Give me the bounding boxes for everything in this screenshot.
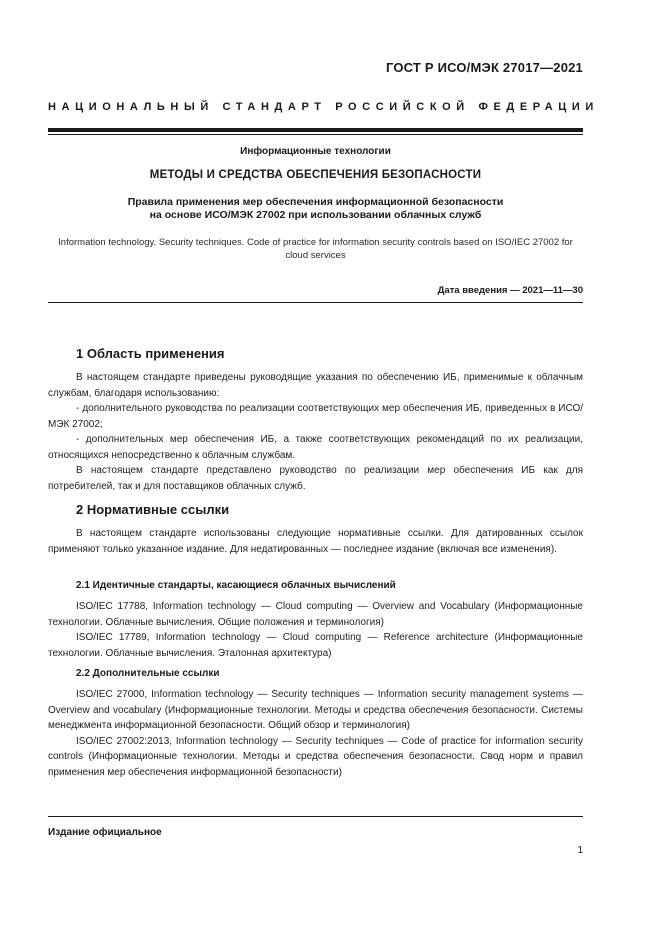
section-2-2-heading: 2.2 Дополнительные ссылки [76, 668, 220, 679]
subtitle-line-2: на основе ИСО/МЭК 27002 при использовании облачных служб [149, 209, 482, 221]
date-rule [48, 302, 583, 303]
paragraph: В настоящем стандарте представлено руководство по реализации мер обеспечения ИБ как для потребителей, так и для поставщиков облачных служб. [48, 465, 583, 492]
section-2-intro [48, 526, 583, 557]
introduction-date: Дата введения — 2021—11—30 [437, 285, 583, 296]
document-subject: Информационные технологии [240, 146, 391, 157]
section-2-2-body [48, 687, 583, 780]
section-2-1-heading: 2.1 Идентичные стандарты, касающиеся облачных вычислений [76, 580, 396, 591]
document-title: МЕТОДЫ И СРЕДСТВА ОБЕСПЕЧЕНИЯ БЕЗОПАСНОСТИ [149, 169, 482, 181]
official-edition-label: Издание официальное [48, 827, 162, 838]
paragraph: В настоящем стандарте приведены руководящие указания по обеспечению ИБ, применимые к облачным службам, благодаря использованию: [48, 372, 583, 399]
header-rule-thick [48, 128, 583, 132]
reference-item: ISO/IEC 17789, Information technology — Cloud computing — Reference architecture (Информационные технологии. Облачные вычисления. Эталонная архитектура) [48, 632, 583, 659]
page-number: 1 [577, 845, 583, 856]
reference-item: ISO/IEC 17788, Information technology — Cloud computing — Overview and Vocabulary (Информационные технологии. Облачные вычисления. Общие положения и терминология) [48, 601, 583, 628]
reference-item: ISO/IEC 27000, Information technology — Security techniques — Information security management systems — Overview and vocabulary (Информационные технологии. Методы и средства обеспечения безопасности. Системы менеджмента информационной безопасности. Общий обзор и терминология) [48, 689, 583, 731]
standard-code: ГОСТ Р ИСО/МЭК 27017—2021 [385, 60, 583, 75]
footer-rule [48, 816, 583, 817]
paragraph: В настоящем стандарте использованы следующие нормативные ссылки. Для датированных ссылок применяют только указанное издание. Для недатированных — последнее издание (включая все изменения). [48, 528, 583, 555]
paragraph: - дополнительных мер обеспечения ИБ, а также соответствующих рекомендаций по их реализации, относящихся непосредственно к облачным службам. [48, 434, 583, 461]
national-standard-title: НАЦИОНАЛЬНЫЙ СТАНДАРТ РОССИЙСКОЙ ФЕДЕРАЦИИ [48, 101, 599, 113]
header-rule-thin [48, 134, 583, 135]
english-title: Information technology. Security techniques. Code of practice for information security controls based on ISO/IEC 27002 for cloud services [58, 237, 573, 261]
section-2-1-body [48, 599, 583, 661]
section-2-heading: 2 Нормативные ссылки [76, 502, 230, 517]
document-subtitle [48, 196, 583, 222]
paragraph: - дополнительного руководства по реализации соответствующих мер обеспечения ИБ, приведенных в ИСО/МЭК 27002; [48, 403, 583, 430]
reference-item: ISO/IEC 27002:2013, Information technology — Security techniques — Code of practice for information security controls (Информационные технологии. Методы и средства обеспечения безопасности. Свод норм и правил применения мер обеспечения информационной безопасности) [48, 735, 583, 778]
section-1-body [48, 370, 583, 494]
section-1-heading: 1 Область применения [76, 346, 225, 361]
subtitle-line-1: Правила применения мер обеспечения информационной безопасности [127, 196, 504, 208]
